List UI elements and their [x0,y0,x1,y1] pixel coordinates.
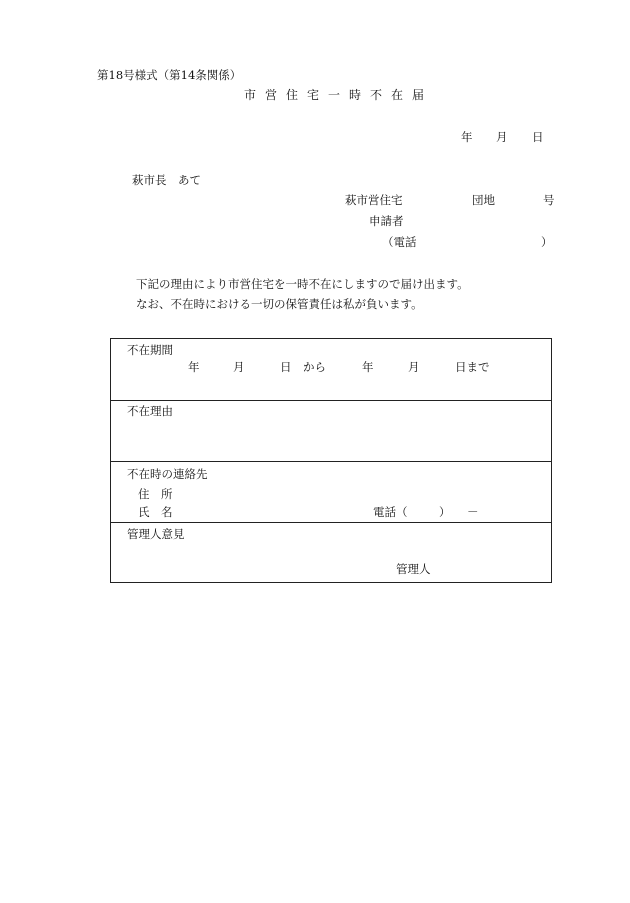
applicant-phone-open: （電話 [382,235,417,249]
row-divider [111,461,551,462]
period-from-year: 年 [188,360,200,374]
addressee: 萩市長 あて [132,173,201,187]
absence-details-table [110,338,552,583]
period-to-day: 日まで [455,360,490,374]
contact-phone-close: ） [439,505,451,519]
absence-period-label: 不在期間 [127,343,173,357]
absence-reason-label: 不在理由 [127,404,173,418]
page-title: 市営住宅一時不在届 [244,88,434,102]
contact-address-label: 住 所 [138,487,173,501]
form-number: 第18号様式（第14条関係） [97,68,242,82]
period-from-day: 日 [280,360,292,374]
period-to-month: 月 [408,360,420,374]
manager-signature-label: 管理人 [396,562,431,576]
manager-opinion-label: 管理人意見 [127,527,185,541]
date-day-label: 日 [532,130,544,144]
statement-line-1: 下記の理由により市営住宅を一時不在にしますので届け出ます。 [136,277,469,291]
period-from-word: から [303,360,326,374]
applicant-phone-close: ） [541,235,553,249]
absence-contact-label: 不在時の連絡先 [127,467,208,481]
contact-name-label: 氏 名 [138,505,173,519]
unit-number-label: 号 [543,193,555,207]
row-divider [111,522,551,523]
date-month-label: 月 [496,130,508,144]
housing-label: 萩市営住宅 [345,193,403,207]
row-divider [111,400,551,401]
date-year-label: 年 [461,130,473,144]
complex-label: 団地 [472,193,495,207]
contact-phone-label: 電話（ [373,505,408,519]
contact-phone-dash: － [467,505,479,519]
period-to-year: 年 [362,360,374,374]
statement-line-2: なお、不在時における一切の保管責任は私が負います。 [136,297,423,311]
period-from-month: 月 [233,360,245,374]
applicant-label: 申請者 [369,214,404,228]
